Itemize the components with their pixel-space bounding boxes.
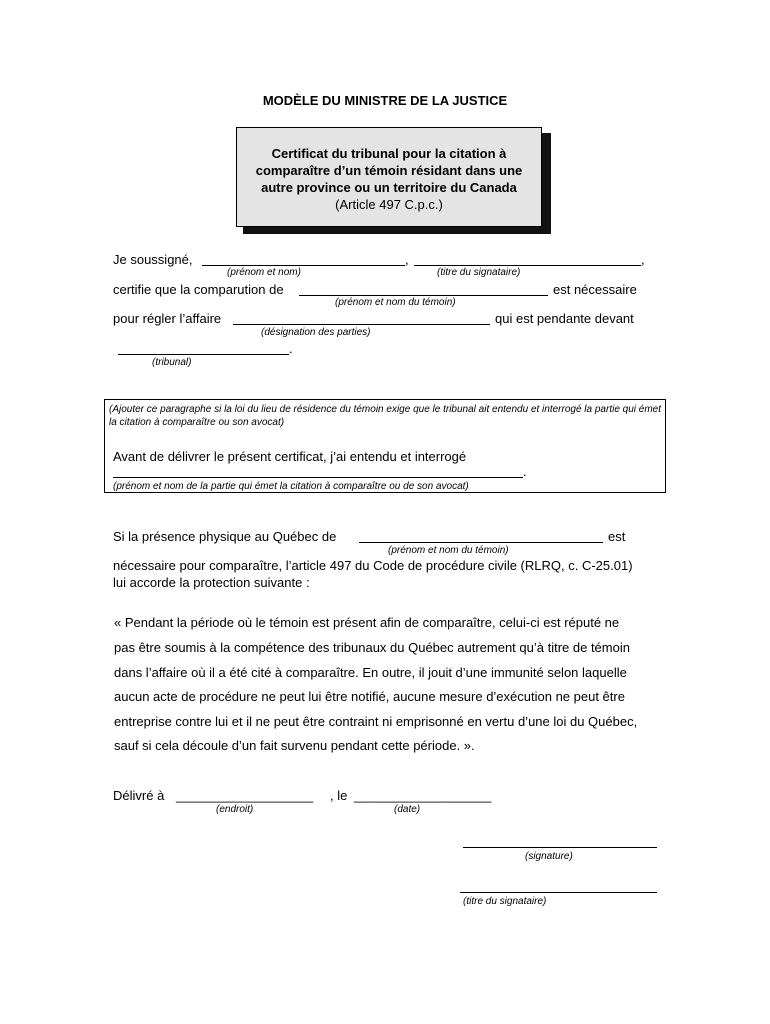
title-signatory-line[interactable]: [414, 265, 641, 266]
party-name-line[interactable]: [113, 477, 523, 478]
quote-line-6: sauf si cela découle d’un fait survenu pendant cette période. ».: [114, 738, 475, 753]
caption-temoin-2: (prénom et nom du témoin): [388, 545, 509, 556]
si-presence-label: Si la présence physique au Québec de: [113, 529, 337, 544]
caption-signature: (signature): [525, 851, 573, 862]
je-soussigne-label: Je soussigné,: [113, 252, 193, 267]
avant-delivrer-text: Avant de délivrer le présent certificat, j’ai entendu et interrogé: [113, 449, 467, 464]
witness-name-line-2[interactable]: [359, 542, 603, 543]
signature-line[interactable]: [463, 847, 657, 848]
article-reference: (Article 497 C.p.c.): [335, 197, 443, 212]
caption-titre-signataire-2: (titre du signataire): [463, 896, 547, 907]
parties-line[interactable]: [233, 324, 490, 325]
delivre-label: Délivré à: [113, 788, 165, 803]
caption-endroit: (endroit): [216, 804, 254, 815]
pour-regler-label: pour régler l’affaire: [113, 311, 222, 326]
title-line-1: Certificat du tribunal pour la citation à: [271, 146, 507, 161]
quote-line-1: « Pendant la période où le témoin est présent afin de comparaître, celui-ci est réputé ne: [114, 615, 620, 630]
tribunal-line[interactable]: [118, 354, 289, 355]
est-label: est: [608, 529, 626, 544]
witness-name-line[interactable]: [299, 295, 548, 296]
quote-line-3: dans l’affaire où il a été cité à comparaître. En outre, il jouit d’une immunité selon laquelle: [114, 665, 627, 680]
quote-line-2: pas être soumis à la compétence des tribunaux du Québec autrement qu’à titre de témoin: [114, 640, 630, 655]
period-party: .: [523, 464, 527, 479]
document-heading: MODÈLE DU MINISTRE DE LA JUSTICE: [262, 93, 508, 108]
le-label: , le: [330, 788, 348, 803]
date-blank[interactable]: ___________________: [354, 788, 492, 803]
quote-line-5: entreprise contre lui et il ne peut être contraint ni emprisonné en vertu d’une loi du Québec,: [114, 714, 638, 729]
period-tribunal: .: [289, 341, 293, 356]
caption-date: (date): [394, 804, 421, 815]
caption-parties: (désignation des parties): [261, 327, 371, 338]
caption-titre-signataire: (titre du signataire): [437, 267, 521, 278]
caption-prenom-nom: (prénom et nom): [227, 267, 301, 278]
comma-1: ,: [405, 252, 409, 267]
caption-partie: (prénom et nom de la partie qui émet la citation à comparaître ou de son avocat): [113, 481, 469, 492]
quote-line-4: aucun acte de procédure ne peut lui être notifié, aucune mesure d’exécution ne peut être: [114, 689, 625, 704]
place-blank[interactable]: ___________________: [176, 788, 314, 803]
protection-text-line-1: nécessaire pour comparaître, l’article 497 du Code de procédure civile (RLRQ, c. C-25.01): [113, 558, 633, 573]
pendante-devant-label: qui est pendante devant: [495, 311, 634, 326]
comma-2: ,: [641, 252, 645, 267]
protection-text-line-2: lui accorde la protection suivante :: [113, 575, 310, 590]
certifie-label: certifie que la comparution de: [113, 282, 284, 297]
est-necessaire-label: est nécessaire: [553, 282, 637, 297]
name-signatory-line[interactable]: [202, 265, 405, 266]
title-line-3: autre province ou un territoire du Canada: [261, 180, 517, 195]
conditional-note: (Ajouter ce paragraphe si la loi du lieu de résidence du témoin exige que le tribunal ait entendu et interrogé la partie qui émet la citation à comparaître ou son avocat): [109, 404, 662, 428]
title-line-2: comparaître d’un témoin résidant dans une: [255, 163, 523, 178]
signatory-title-line[interactable]: [460, 892, 657, 893]
caption-temoin: (prénom et nom du témoin): [335, 297, 456, 308]
title-box: [236, 127, 542, 227]
caption-tribunal: (tribunal): [152, 357, 192, 368]
